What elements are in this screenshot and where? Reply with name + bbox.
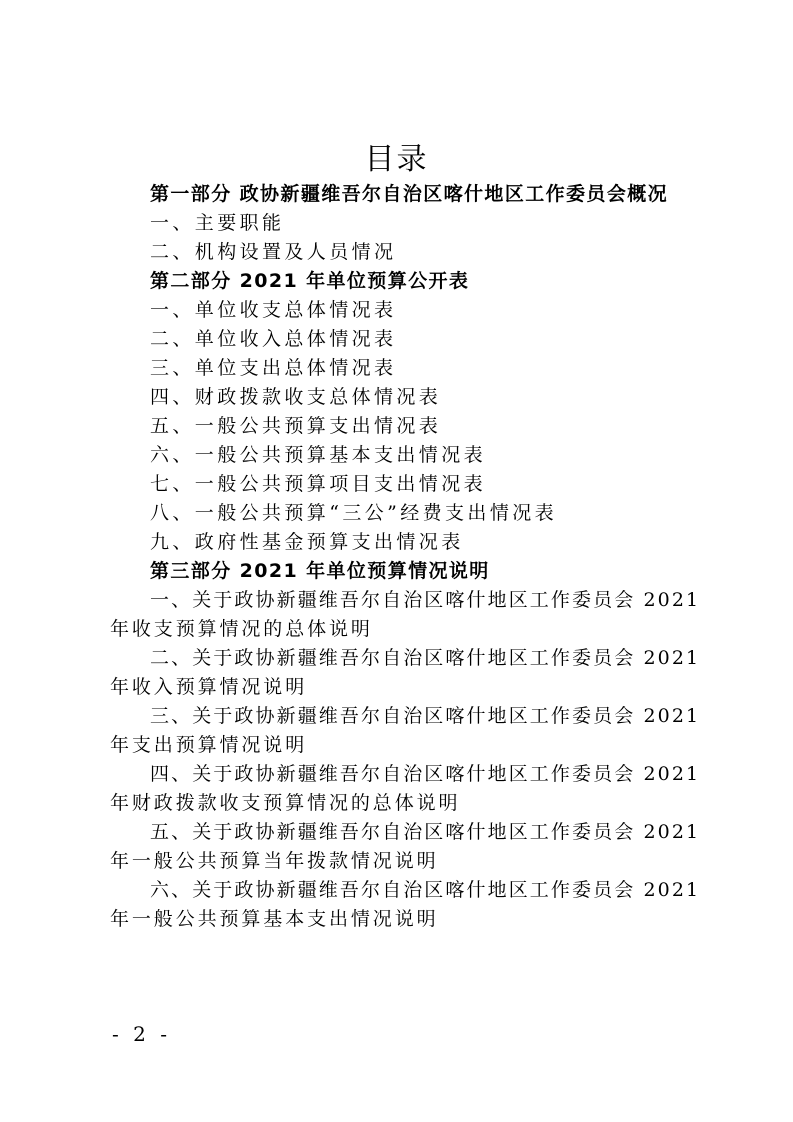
toc-paragraph <box>110 702 710 760</box>
toc-item: 六、一般公共预算基本支出情况表 <box>150 444 487 466</box>
toc-paragraph-line: 一、关于政协新疆维吾尔自治区喀什地区工作委员会 2021 <box>150 589 701 611</box>
toc-paragraph <box>110 644 710 702</box>
part-1-heading: 第一部分 政协新疆维吾尔自治区喀什地区工作委员会概况 <box>150 183 669 205</box>
toc-paragraph-line: 年一般公共预算当年拨款情况说明 <box>110 850 439 872</box>
toc-item: 二、机构设置及人员情况 <box>150 241 397 263</box>
toc-paragraph <box>110 760 710 818</box>
toc-item: 四、财政拨款收支总体情况表 <box>150 386 442 408</box>
toc-paragraph <box>110 818 710 876</box>
toc-paragraph-line: 五、关于政协新疆维吾尔自治区喀什地区工作委员会 2021 <box>150 821 701 843</box>
toc-paragraph-line: 年收入预算情况说明 <box>110 676 308 698</box>
toc-paragraph-line: 年财政拨款收支预算情况的总体说明 <box>110 792 461 814</box>
page-title: 目录 <box>364 142 429 177</box>
page-number: - 2 - <box>112 1022 171 1046</box>
toc-item: 九、政府性基金预算支出情况表 <box>150 531 464 553</box>
toc-paragraph-line: 六、关于政协新疆维吾尔自治区喀什地区工作委员会 2021 <box>150 879 701 901</box>
toc-paragraph-line: 年一般公共预算基本支出情况说明 <box>110 908 439 930</box>
toc-paragraph-line: 三、关于政协新疆维吾尔自治区喀什地区工作委员会 2021 <box>150 705 701 727</box>
toc-paragraph-line: 二、关于政协新疆维吾尔自治区喀什地区工作委员会 2021 <box>150 647 701 669</box>
toc-item: 七、一般公共预算项目支出情况表 <box>150 473 487 495</box>
toc-item: 一、单位收支总体情况表 <box>150 299 397 321</box>
toc-item: 八、一般公共预算“三公”经费支出情况表 <box>150 502 558 524</box>
part-3-heading: 第三部分 2021 年单位预算情况说明 <box>150 560 490 582</box>
toc-paragraph <box>110 876 710 934</box>
toc-paragraph-line: 年支出预算情况说明 <box>110 734 308 756</box>
toc-paragraph <box>110 586 710 644</box>
toc-item: 一、主要职能 <box>150 212 285 234</box>
toc-paragraph-line: 年收支预算情况的总体说明 <box>110 618 373 640</box>
toc-paragraph-line: 四、关于政协新疆维吾尔自治区喀什地区工作委员会 2021 <box>150 763 701 785</box>
toc-item: 五、一般公共预算支出情况表 <box>150 415 442 437</box>
part-2-heading: 第二部分 2021 年单位预算公开表 <box>150 270 470 292</box>
toc-item: 三、单位支出总体情况表 <box>150 357 397 379</box>
toc-item: 二、单位收入总体情况表 <box>150 328 397 350</box>
table-of-contents <box>110 180 710 934</box>
